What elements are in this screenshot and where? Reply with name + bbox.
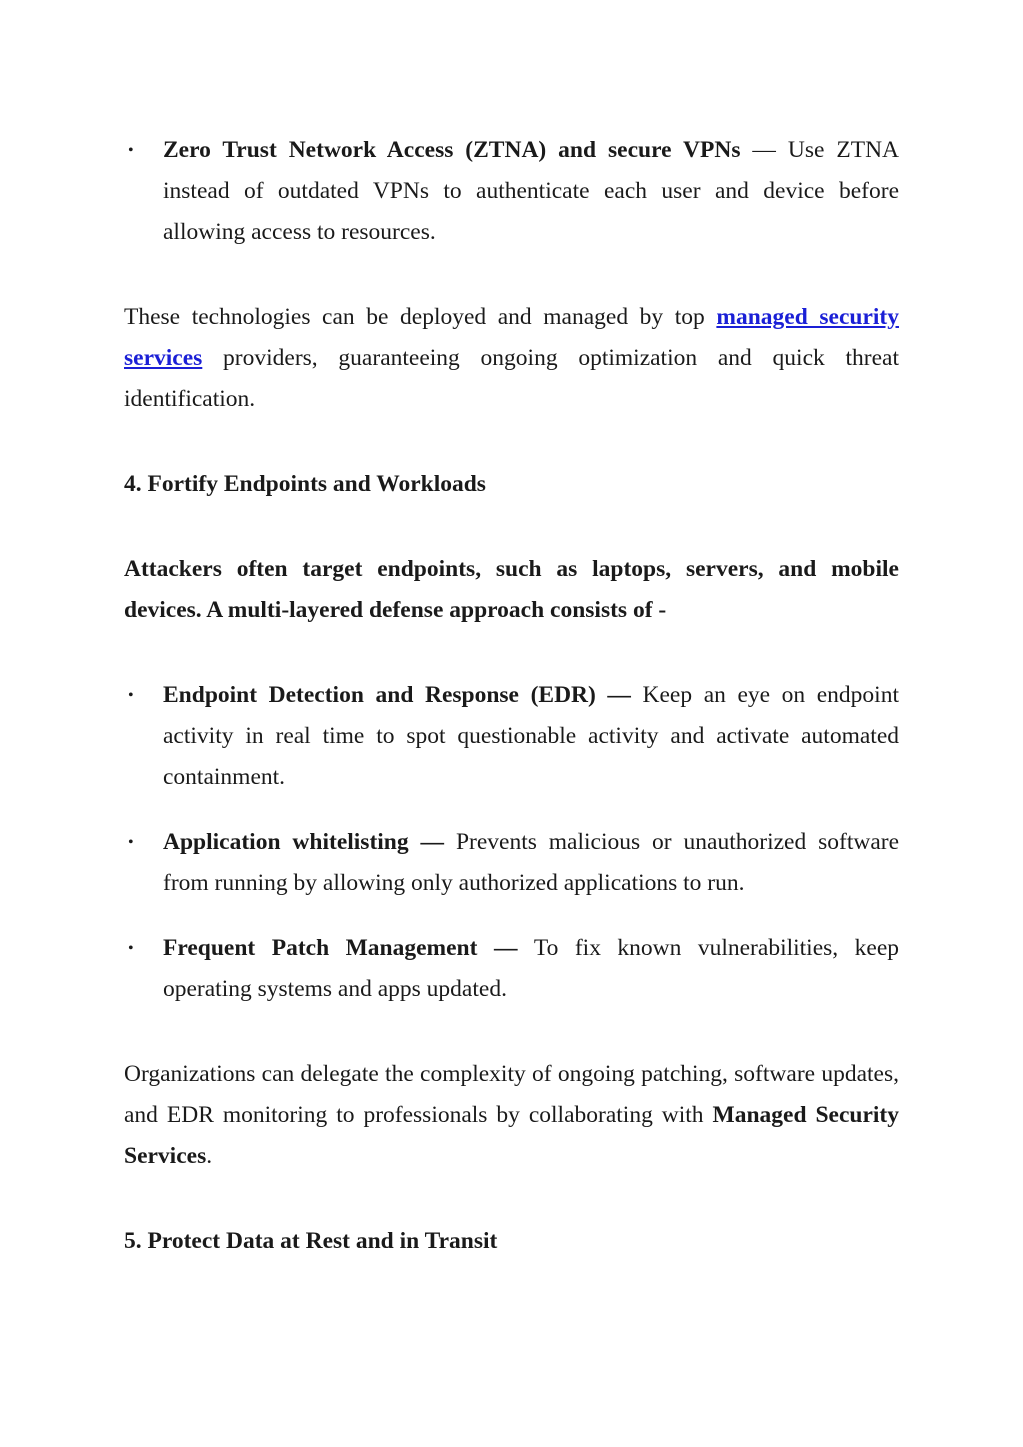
delegate-paragraph-start: Organizations can delegate the complexity of ongoing patching, software updates, and EDR monitoring to professionals by collaborating with <box>124 1061 899 1128</box>
bullet-list-endpoint <box>124 675 899 1010</box>
bullet-list-access <box>124 130 899 253</box>
endpoint-intro: Attackers often target endpoints, such as laptops, servers, and mobile devices. A multi-layered defense approach consists of - <box>124 556 899 623</box>
section-heading-4: 4. Fortify Endpoints and Workloads <box>124 471 486 497</box>
spacer <box>124 505 899 549</box>
spacer <box>124 904 899 928</box>
list-item-dash: — <box>408 829 456 855</box>
document-page <box>124 130 899 1262</box>
list-item-text: Use ZTNA instead of outdated VPNs to authenticate each user and device before allowing access to resources. <box>163 137 900 245</box>
managed-security-services-term: Managed Security Services <box>124 1102 899 1169</box>
list-item-title: Frequent Patch Management <box>163 935 478 961</box>
list-item <box>124 822 899 904</box>
list-item-dash: — <box>595 682 643 708</box>
bullet-icon: • <box>128 142 134 159</box>
list-item <box>124 675 899 798</box>
list-item-dash: — <box>477 935 534 961</box>
mss-paragraph-end: providers, guaranteeing ongoing optimization and quick threat identification. <box>124 345 899 412</box>
list-item-text: To fix known vulnerabilities, keep operating systems and apps updated. <box>163 935 899 1002</box>
list-item <box>124 130 899 253</box>
spacer <box>124 631 899 675</box>
spacer <box>124 420 899 464</box>
section-heading-5: 5. Protect Data at Rest and in Transit <box>124 1228 498 1254</box>
mss-paragraph-start: These technologies can be deployed and managed by top <box>124 304 717 330</box>
list-item-title: Zero Trust Network Access (ZTNA) and secure VPNs <box>163 137 741 163</box>
list-item-text: Keep an eye on endpoint activity in real time to spot questionable activity and activate automated containment. <box>163 682 899 790</box>
list-item-dash: — <box>740 137 788 163</box>
bullet-icon: • <box>128 834 134 851</box>
list-item-title: Application whitelisting <box>163 829 409 855</box>
spacer <box>124 1177 899 1221</box>
delegate-paragraph <box>124 1054 899 1177</box>
list-item-title: Endpoint Detection and Response (EDR) <box>163 682 596 708</box>
delegate-paragraph-end: . <box>206 1143 213 1169</box>
list-item <box>124 928 899 1010</box>
bullet-icon: • <box>128 687 134 704</box>
list-item-text: Prevents malicious or unauthorized software from running by allowing only authorized applications to run. <box>163 829 900 896</box>
spacer <box>124 798 899 822</box>
spacer <box>124 1010 899 1054</box>
managed-security-services-link[interactable]: managed security services <box>124 304 899 371</box>
bullet-icon: • <box>128 940 134 957</box>
mss-paragraph <box>124 297 899 420</box>
spacer <box>124 253 899 297</box>
